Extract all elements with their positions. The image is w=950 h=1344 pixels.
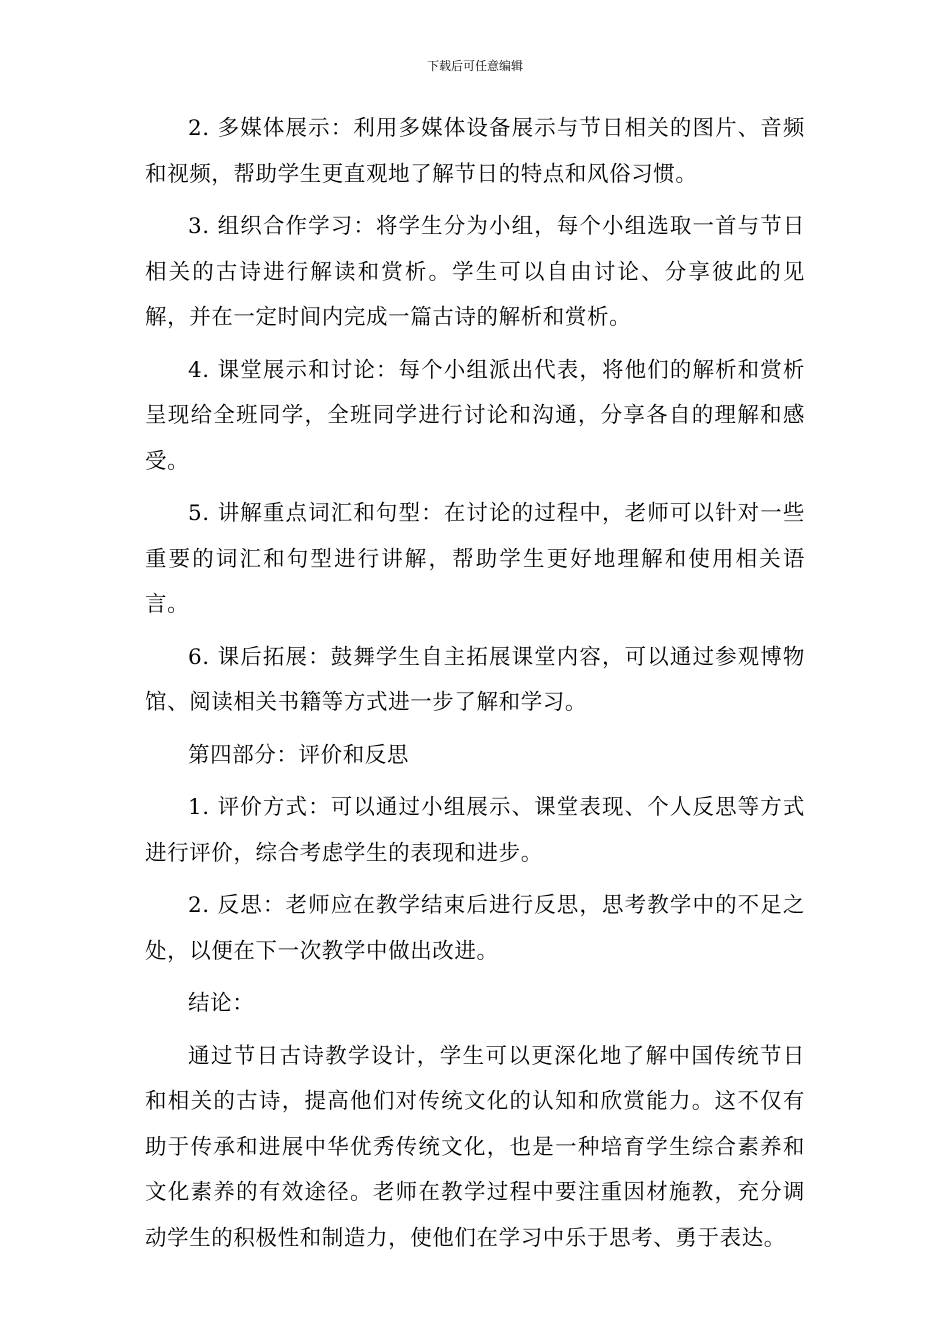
paragraph-extension: 6. 课后拓展：鼓舞学生自主拓展课堂内容，可以通过参观博物馆、阅读相关书籍等方式进一步了解和学习。 [145,644,805,715]
section-heading-evaluation: 第四部分：评价和反思 [188,742,410,768]
paragraph-cooperative-learning: 3. 组织合作学习：将学生分为小组，每个小组选取一首与节日相关的古诗进行解读和赏析。学生可以自由讨论、分享彼此的见解，并在一定时间内完成一篇古诗的解析和赏析。 [145,214,805,330]
paragraph-class-presentation: 4. 课堂展示和讨论：每个小组派出代表，将他们的解析和赏析呈现给全班同学，全班同学进行讨论和沟通，分享各自的理解和感受。 [145,357,805,474]
page-header: 下载后可任意编辑 [426,59,523,73]
section-heading-conclusion: 结论： [188,991,255,1016]
paragraph-reflection: 2. 反思：老师应在教学结束后进行反思，思考教学中的不足之处，以便在下一次教学中做出改进。 [145,893,805,964]
paragraph-vocabulary: 5. 讲解重点词汇和句型：在讨论的过程中，老师可以针对一些重要的词汇和句型进行讲解，帮助学生更好地理解和使用相关语言。 [145,501,805,617]
paragraph-conclusion: 通过节日古诗教学设计，学生可以更深化地了解中国传统节日和相关的古诗，提高他们对传统文化的认知和欣赏能力。这不仅有助于传承和进展中华优秀传统文化，也是一种培育学生综合素养和文化素养的有效途径。老师在教学过程中要注重因材施教，充分调动学生的积极性和制造力，使他们在学习中乐于思考、勇于表达。 [145,1043,805,1251]
document-body [145,106,805,1268]
paragraph-evaluation-method: 1. 评价方式：可以通过小组展示、课堂表现、个人反思等方式进行评价，综合考虑学生的表现和进步。 [145,795,805,866]
paragraph-multimedia: 2. 多媒体展示：利用多媒体设备展示与节日相关的图片、音频和视频，帮助学生更直观地了解节日的特点和风俗习惯。 [145,116,805,187]
